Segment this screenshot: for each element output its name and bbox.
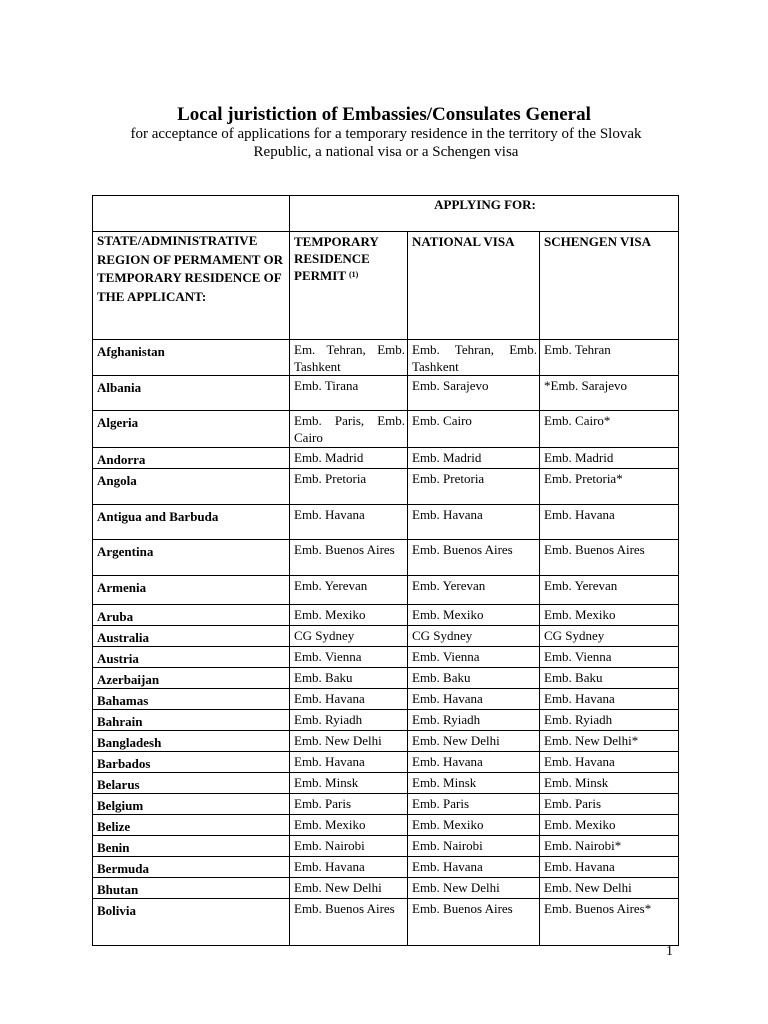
table-row [93,340,679,376]
footnote-marker: (1) [349,270,359,279]
temporary-residence-cell: Emb. Paris, Emb. Cairo [290,411,408,448]
schengen-visa-cell: Emb. Baku [540,668,679,689]
national-visa-cell: Emb. New Delhi [408,731,540,752]
temporary-residence-header-label: TEMPORARY RESIDENCE PERMIT [294,234,379,283]
schengen-visa-cell: Emb. Minsk [540,773,679,794]
temporary-residence-cell: Emb. Baku [290,668,408,689]
header-row-top [93,196,679,232]
national-visa-cell: Emb. Yerevan [408,576,540,605]
national-visa-cell: Emb. Minsk [408,773,540,794]
table-row [93,689,679,710]
table-row [93,376,679,411]
temporary-residence-cell: Emb. Nairobi [290,836,408,857]
temporary-residence-cell: Emb. Madrid [290,448,408,469]
temporary-residence-cell: Emb. Havana [290,505,408,540]
temporary-residence-cell: Emb. Havana [290,689,408,710]
national-visa-cell: Emb. Ryiadh [408,710,540,731]
temporary-residence-cell: Emb. Minsk [290,773,408,794]
table-row [93,647,679,668]
schengen-visa-cell: Emb. Havana [540,689,679,710]
temporary-residence-cell: Emb. Mexiko [290,605,408,626]
country-cell: Bermuda [93,857,290,878]
applying-for-header: APPLYING FOR: [290,196,679,232]
table-row [93,668,679,689]
table-row [93,540,679,576]
table-row [93,773,679,794]
national-visa-cell: Emb. Buenos Aires [408,899,540,946]
country-cell: Bahamas [93,689,290,710]
schengen-visa-cell: Emb. Cairo* [540,411,679,448]
country-cell: Argentina [93,540,290,576]
temporary-residence-cell: CG Sydney [290,626,408,647]
table-row [93,605,679,626]
country-cell: Aruba [93,605,290,626]
schengen-visa-cell: Emb. Yerevan [540,576,679,605]
table-row [93,469,679,505]
schengen-visa-cell: Emb. Mexiko [540,605,679,626]
country-cell: Antigua and Barbuda [93,505,290,540]
country-cell: Belgium [93,794,290,815]
table-row [93,752,679,773]
national-visa-cell: Emb. Nairobi [408,836,540,857]
country-cell: Azerbaijan [93,668,290,689]
country-cell: Barbados [93,752,290,773]
country-cell: Bahrain [93,710,290,731]
country-cell: Benin [93,836,290,857]
table-row [93,710,679,731]
temporary-residence-cell: Emb. Paris [290,794,408,815]
national-visa-cell: Emb. Vienna [408,647,540,668]
country-cell: Algeria [93,411,290,448]
schengen-visa-cell: *Emb. Sarajevo [540,376,679,411]
table-row [93,505,679,540]
table-row [93,794,679,815]
schengen-visa-cell: Emb. Tehran [540,340,679,376]
schengen-visa-cell: Emb. Pretoria* [540,469,679,505]
table-row [93,448,679,469]
table-row [93,815,679,836]
table-row [93,626,679,647]
national-visa-cell: Emb. Cairo [408,411,540,448]
header-row-main [93,232,679,340]
country-cell: Andorra [93,448,290,469]
state-column-header-label: STATE/ADMINISTRATIVE REGION OF PERMAMENT OR TEMPORARY RESIDENCE OF THE APPLICANT: [97,233,283,304]
temporary-residence-cell: Em. Tehran, Emb. Tashkent [290,340,408,376]
temporary-residence-header [290,232,408,340]
temporary-residence-cell: Emb. Pretoria [290,469,408,505]
country-cell: Albania [93,376,290,411]
national-visa-cell: Emb. Mexiko [408,815,540,836]
temporary-residence-cell: Emb. Yerevan [290,576,408,605]
national-visa-cell: Emb. Havana [408,505,540,540]
table-row [93,411,679,448]
embassy-jurisdiction-table [92,195,679,946]
table-row [93,857,679,878]
schengen-visa-cell: Emb. Nairobi* [540,836,679,857]
schengen-visa-cell: Emb. Ryiadh [540,710,679,731]
country-cell: Angola [93,469,290,505]
country-cell: Australia [93,626,290,647]
page-number: 1 [666,944,673,959]
table-row [93,836,679,857]
national-visa-cell: Emb. Buenos Aires [408,540,540,576]
schengen-visa-header: SCHENGEN VISA [540,232,679,340]
page-subtitle: for acceptance of applications for a temporary residence in the territory of the Slovak Republic, a national visa or a Schengen visa [130,126,642,160]
temporary-residence-cell: Emb. Ryiadh [290,710,408,731]
header-empty-cell [93,196,290,232]
table-row [93,731,679,752]
national-visa-cell: Emb. Havana [408,857,540,878]
country-cell: Bhutan [93,878,290,899]
temporary-residence-cell: Emb. Havana [290,857,408,878]
schengen-visa-cell: Emb. Havana [540,752,679,773]
temporary-residence-cell: Emb. Buenos Aires [290,899,408,946]
national-visa-cell: Emb. Havana [408,689,540,710]
national-visa-cell: Emb. Sarajevo [408,376,540,411]
temporary-residence-cell: Emb. Vienna [290,647,408,668]
country-cell: Bangladesh [93,731,290,752]
national-visa-cell: Emb. Madrid [408,448,540,469]
national-visa-cell: Emb. Baku [408,668,540,689]
national-visa-cell: Emb. Mexiko [408,605,540,626]
schengen-visa-cell: Emb. New Delhi* [540,731,679,752]
national-visa-cell: Emb. Pretoria [408,469,540,505]
page-title: Local juristiction of Embassies/Consulates General [177,104,591,125]
national-visa-cell: Emb. Tehran, Emb. Tashkent [408,340,540,376]
temporary-residence-cell: Emb. Mexiko [290,815,408,836]
country-cell: Belize [93,815,290,836]
schengen-visa-cell: Emb. Madrid [540,448,679,469]
schengen-visa-cell: Emb. Buenos Aires* [540,899,679,946]
schengen-visa-cell: Emb. Paris [540,794,679,815]
table-row [93,878,679,899]
temporary-residence-cell: Emb. New Delhi [290,878,408,899]
schengen-visa-cell: Emb. Havana [540,505,679,540]
national-visa-cell: Emb. New Delhi [408,878,540,899]
schengen-visa-cell: Emb. Havana [540,857,679,878]
country-cell: Austria [93,647,290,668]
schengen-visa-cell: Emb. Mexiko [540,815,679,836]
table-row [93,576,679,605]
table-row [93,899,679,946]
national-visa-cell: CG Sydney [408,626,540,647]
national-visa-cell: Emb. Havana [408,752,540,773]
schengen-visa-cell: Emb. New Delhi [540,878,679,899]
schengen-visa-cell: Emb. Buenos Aires [540,540,679,576]
national-visa-cell: Emb. Paris [408,794,540,815]
temporary-residence-cell: Emb. Buenos Aires [290,540,408,576]
schengen-visa-cell: Emb. Vienna [540,647,679,668]
country-cell: Belarus [93,773,290,794]
national-visa-header: NATIONAL VISA [408,232,540,340]
temporary-residence-cell: Emb. Havana [290,752,408,773]
temporary-residence-cell: Emb. New Delhi [290,731,408,752]
country-cell: Bolivia [93,899,290,946]
country-cell: Afghanistan [93,340,290,376]
state-column-header [93,232,290,340]
temporary-residence-cell: Emb. Tirana [290,376,408,411]
schengen-visa-cell: CG Sydney [540,626,679,647]
country-cell: Armenia [93,576,290,605]
